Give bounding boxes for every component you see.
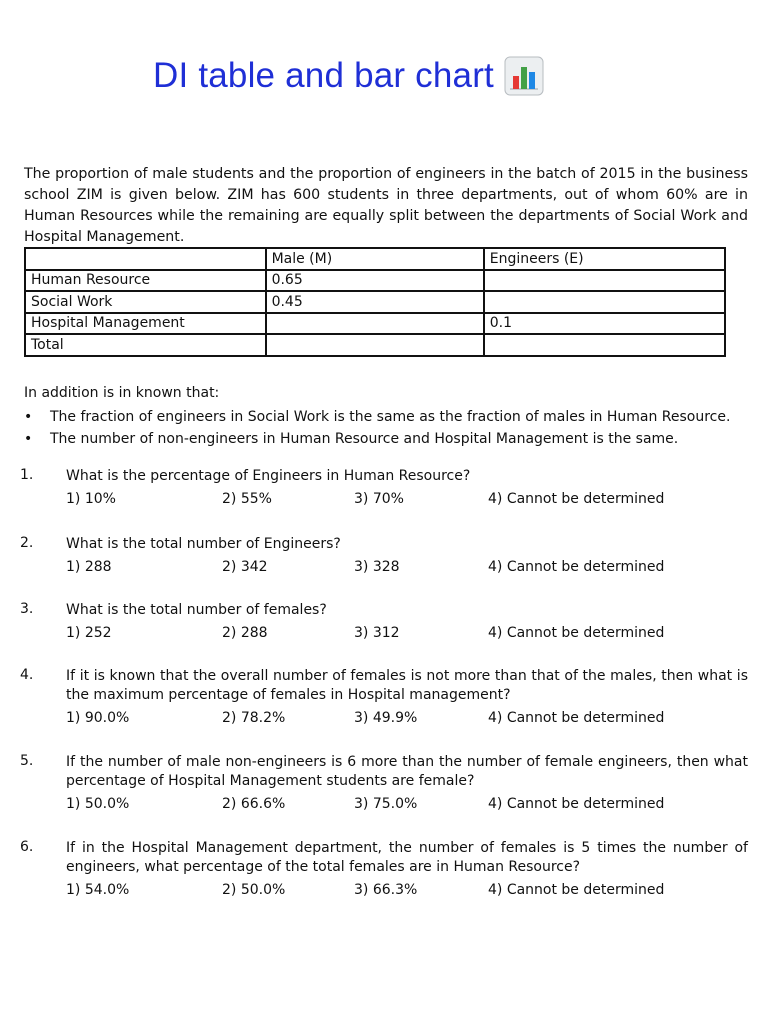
answer-option[interactable]: 4) Cannot be determined (488, 710, 665, 726)
answer-option[interactable]: 1) 288 (66, 559, 112, 575)
answer-option[interactable]: 1) 10% (66, 491, 116, 507)
question-text: If in the Hospital Management department, the number of females is 5 times the number of engineers, what percentage of the total females are in Human Resource? (66, 840, 748, 875)
list-item (24, 428, 754, 450)
answer-options (66, 882, 748, 898)
answer-option[interactable]: 2) 78.2% (222, 710, 286, 726)
table-cell (484, 334, 725, 356)
question-text: If the number of male non-engineers is 6 more than the number of female engineers, then what percentage of Hospital Management students are female? (66, 754, 748, 789)
answer-option[interactable]: 3) 49.9% (354, 710, 418, 726)
answer-option[interactable]: 1) 252 (66, 625, 112, 641)
answer-option[interactable]: 2) 50.0% (222, 882, 286, 898)
answer-option[interactable]: 2) 66.6% (222, 796, 286, 812)
table-cell: 0.1 (484, 313, 725, 335)
question-number: 6. (20, 839, 34, 855)
answer-option[interactable]: 2) 55% (222, 491, 272, 507)
answer-options (66, 559, 748, 575)
question-number: 5. (20, 753, 34, 769)
table-cell: Human Resource (25, 270, 266, 292)
answer-option[interactable]: 3) 312 (354, 625, 400, 641)
question-text: What is the total number of Engineers? (66, 536, 341, 552)
table-row (25, 313, 725, 335)
table-cell: 0.45 (266, 291, 484, 313)
table-cell: 0.65 (266, 270, 484, 292)
table-row (25, 270, 725, 292)
table-cell: Total (25, 334, 266, 356)
answer-option[interactable]: 3) 66.3% (354, 882, 418, 898)
table-header-row (25, 248, 725, 270)
answer-option[interactable]: 3) 75.0% (354, 796, 418, 812)
table-row (25, 334, 725, 356)
table-cell (266, 313, 484, 335)
title-text: DI table and bar chart (153, 56, 494, 95)
answer-option[interactable]: 2) 288 (222, 625, 268, 641)
question-5 (20, 753, 748, 812)
question-text: What is the total number of females? (66, 602, 327, 618)
table-header-cell: Male (M) (266, 248, 484, 270)
answer-option[interactable]: 1) 50.0% (66, 796, 130, 812)
page-title (153, 56, 544, 96)
table-cell (266, 334, 484, 356)
question-6 (20, 839, 748, 898)
answer-option[interactable]: 3) 70% (354, 491, 404, 507)
question-number: 4. (20, 667, 34, 683)
conditions-heading: In addition is in known that: (24, 385, 220, 401)
question-2 (20, 535, 748, 575)
list-item (24, 406, 754, 428)
answer-options (66, 625, 748, 641)
question-3 (20, 601, 748, 641)
question-text: What is the percentage of Engineers in Human Resource? (66, 468, 471, 484)
answer-option[interactable]: 4) Cannot be determined (488, 625, 665, 641)
intro-paragraph: The proportion of male students and the proportion of engineers in the batch of 2015 in the business school ZIM is given below. ZIM has 600 students in three departments, out of whom 60% are in Human Resources while the remaining are equally split between the departments of Social Work and Hospital Management. (24, 166, 748, 245)
bullet-icon: • (24, 409, 33, 425)
question-1 (20, 467, 748, 507)
data-table (24, 247, 726, 357)
table-cell: Hospital Management (25, 313, 266, 335)
table-header-cell (25, 248, 266, 270)
answer-option[interactable]: 4) Cannot be determined (488, 796, 665, 812)
bar-chart-icon (504, 56, 544, 96)
question-4 (20, 667, 748, 726)
question-number: 3. (20, 601, 34, 617)
bullet-icon: • (24, 431, 33, 447)
answer-option[interactable]: 4) Cannot be determined (488, 559, 665, 575)
answer-option[interactable]: 3) 328 (354, 559, 400, 575)
answer-options (66, 796, 748, 812)
table-row (25, 291, 725, 313)
answer-option[interactable]: 2) 342 (222, 559, 268, 575)
table-cell (484, 270, 725, 292)
question-number: 2. (20, 535, 34, 551)
condition-text: The number of non-engineers in Human Resource and Hospital Management is the same. (50, 431, 679, 447)
conditions-list (24, 406, 754, 450)
question-number: 1. (20, 467, 34, 483)
table-cell: Social Work (25, 291, 266, 313)
answer-option[interactable]: 1) 90.0% (66, 710, 130, 726)
answer-option[interactable]: 4) Cannot be determined (488, 882, 665, 898)
condition-text: The fraction of engineers in Social Work is the same as the fraction of males in Human Resource. (50, 409, 731, 425)
answer-options (66, 710, 748, 726)
answer-option[interactable]: 4) Cannot be determined (488, 491, 665, 507)
question-text: If it is known that the overall number of females is not more than that of the males, then what is the maximum percentage of females in Hospital management? (66, 668, 748, 703)
table-header-cell: Engineers (E) (484, 248, 725, 270)
table-cell (484, 291, 725, 313)
answer-options (66, 491, 748, 507)
answer-option[interactable]: 1) 54.0% (66, 882, 130, 898)
